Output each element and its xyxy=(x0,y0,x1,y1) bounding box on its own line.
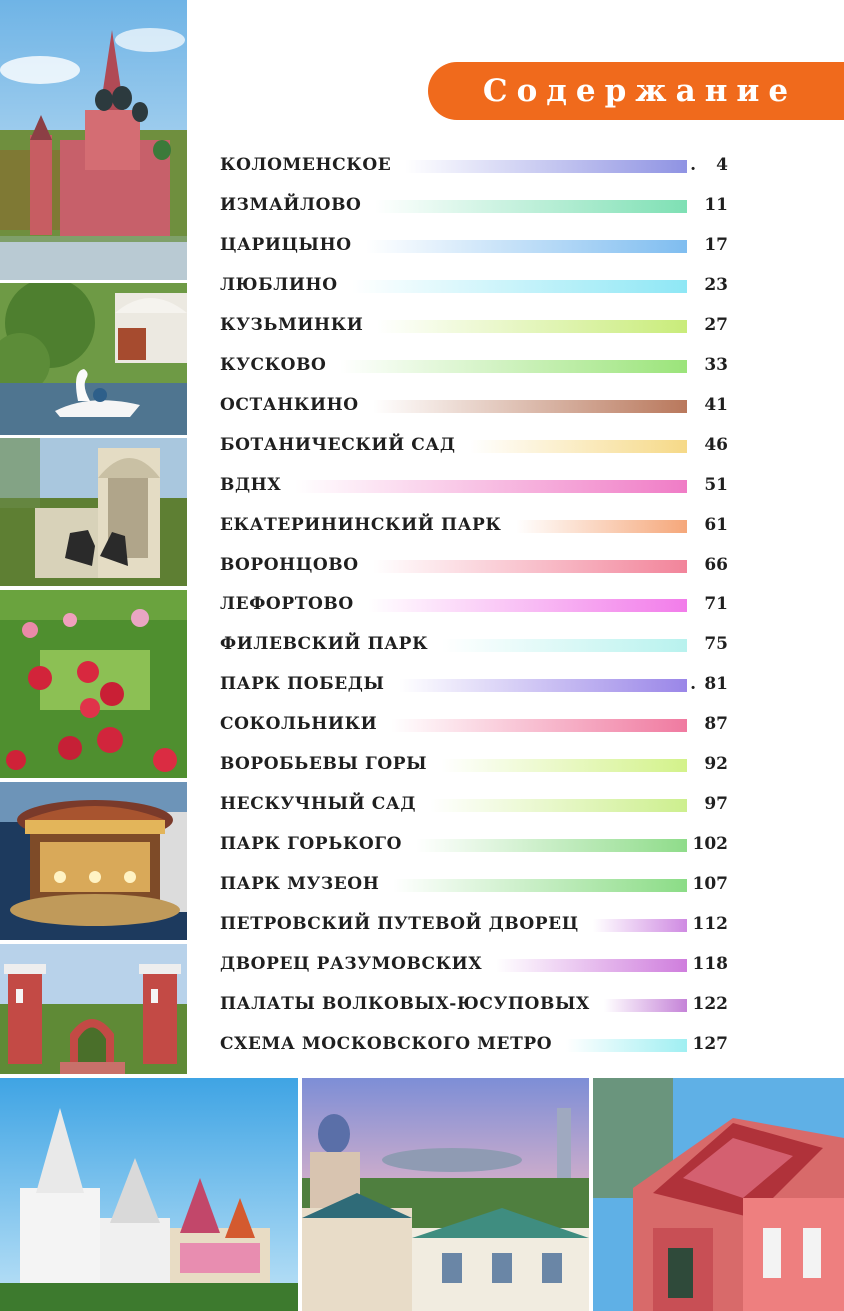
toc-leader-bar xyxy=(416,839,687,852)
toc-page-number: 11 xyxy=(704,194,728,215)
toc-leader-bar xyxy=(442,639,687,652)
toc-page-number: 66 xyxy=(704,554,728,575)
toc-page-number: 87 xyxy=(704,714,728,735)
toc-entry[interactable] xyxy=(220,346,740,386)
toc-entry[interactable] xyxy=(220,585,740,625)
toc-page-number: 71 xyxy=(704,594,728,615)
toc-entry[interactable] xyxy=(220,985,740,1025)
toc-entry-title: КОЛОМЕНСКОЕ xyxy=(220,155,392,175)
toc-entry[interactable] xyxy=(220,546,740,586)
toc-leader-bar xyxy=(430,799,687,812)
toc-entry-title: ЛЕФОРТОВО xyxy=(220,594,354,615)
toc-leader-bar xyxy=(340,360,687,373)
photo-rose-garden xyxy=(0,590,187,778)
photo-izmailovo-kremlin xyxy=(0,1078,298,1311)
toc-page-number: 4 xyxy=(716,155,728,175)
toc-leader-bar xyxy=(496,959,687,972)
toc-page-number: 107 xyxy=(692,874,728,895)
toc-leader-bar xyxy=(399,679,687,692)
toc-entry-title: СХЕМА МОСКОВСКОГО МЕТРО xyxy=(220,1033,553,1054)
toc-entry[interactable] xyxy=(220,306,740,346)
photo-vorontsovo-towers xyxy=(0,944,187,1074)
toc-entry-title: ПЕТРОВСКИЙ ПУТЕВОЙ ДВОРЕЦ xyxy=(220,914,579,935)
title-banner xyxy=(428,62,844,120)
toc-page-number: 41 xyxy=(704,394,728,415)
toc-page-number: 127 xyxy=(692,1033,728,1054)
toc-leader-bar xyxy=(377,320,687,333)
toc-page-number: 27 xyxy=(704,314,728,335)
toc-leader-bar xyxy=(391,719,687,732)
toc-leader-dot: . xyxy=(690,155,696,175)
toc-entry[interactable] xyxy=(220,266,740,306)
toc-page-number: 23 xyxy=(704,274,728,295)
photo-carousel xyxy=(0,782,187,940)
toc-entry-title: ПАРК ГОРЬКОГО xyxy=(220,834,403,855)
toc-leader-bar xyxy=(441,759,687,772)
toc-leader-bar xyxy=(566,1039,687,1052)
toc-page-number: 17 xyxy=(704,234,728,255)
toc-entry[interactable] xyxy=(220,466,740,506)
toc-leader-bar xyxy=(470,440,687,453)
toc-leader-bar xyxy=(604,999,687,1012)
toc-entry[interactable] xyxy=(220,625,740,665)
toc-entry[interactable] xyxy=(220,186,740,226)
toc-leader-bar xyxy=(368,599,687,612)
toc-page-number: 33 xyxy=(704,354,728,375)
toc-page-number: 61 xyxy=(704,514,728,535)
toc-entry-title: ВОРОБЬЕВЫ ГОРЫ xyxy=(220,754,428,775)
photo-red-chambers xyxy=(593,1078,844,1311)
toc-page-number: 46 xyxy=(704,434,728,455)
photo-swan-boat xyxy=(0,283,187,435)
toc-entry-title: ПАРК МУЗЕОН xyxy=(220,874,380,895)
toc-entry-title: ПАРК ПОБЕДЫ xyxy=(220,674,385,695)
toc-entry-title: ДВОРЕЦ РАЗУМОВСКИХ xyxy=(220,954,483,974)
toc-entry-title: ЕКАТЕРИНИНСКИЙ ПАРК xyxy=(220,514,502,535)
toc-entry-title: НЕСКУЧНЫЙ САД xyxy=(220,794,417,815)
toc-entry-title: ЦАРИЦЫНО xyxy=(220,234,352,255)
toc-entry-title: ЛЮБЛИНО xyxy=(220,274,338,295)
toc-entry-title: ВДНХ xyxy=(220,474,282,495)
toc-page-number: 102 xyxy=(692,834,728,855)
photo-luzhniki-view xyxy=(302,1078,589,1311)
toc-leader-bar xyxy=(516,520,687,533)
toc-page-number: 122 xyxy=(692,993,728,1014)
toc-entry[interactable] xyxy=(220,705,740,745)
toc-entry[interactable] xyxy=(220,865,740,905)
toc-leader-bar xyxy=(373,400,687,413)
toc-leader-bar xyxy=(393,879,687,892)
toc-entry[interactable] xyxy=(220,506,740,546)
toc-entry-title: ОСТАНКИНО xyxy=(220,394,359,415)
toc-entry[interactable] xyxy=(220,905,740,945)
toc-leader-bar xyxy=(375,200,687,213)
toc-entry-title: СОКОЛЬНИКИ xyxy=(220,714,378,735)
toc-entry-title: ВОРОНЦОВО xyxy=(220,554,359,575)
toc-page-number: 75 xyxy=(704,634,728,655)
toc-entry[interactable] xyxy=(220,745,740,785)
toc-entry[interactable] xyxy=(220,1025,740,1065)
toc-entry[interactable] xyxy=(220,146,740,186)
toc-leader-bar xyxy=(352,280,687,293)
toc-entry-title: ПАЛАТЫ ВОЛКОВЫХ-ЮСУПОВЫХ xyxy=(220,993,590,1014)
toc-page-number: 97 xyxy=(704,794,728,815)
toc-entry-title: ФИЛЕВСКИЙ ПАРК xyxy=(220,634,429,655)
toc-page-number: 92 xyxy=(704,754,728,775)
toc-leader-bar xyxy=(593,919,687,932)
toc-entry[interactable] xyxy=(220,426,740,466)
toc-entry[interactable] xyxy=(220,226,740,266)
toc-entry-title: ИЗМАЙЛОВО xyxy=(220,194,362,215)
toc-leader-bar xyxy=(373,560,687,573)
toc-leader-bar xyxy=(295,480,687,493)
toc-leader-bar xyxy=(405,160,687,173)
toc-page-number: 51 xyxy=(704,474,728,495)
toc-entry[interactable] xyxy=(220,665,740,705)
toc-page-number: 112 xyxy=(692,914,728,935)
toc-entry-title: БОТАНИЧЕСКИЙ САД xyxy=(220,434,456,455)
toc-page-number: 118 xyxy=(692,954,728,974)
toc-entry-title: КУСКОВО xyxy=(220,354,327,375)
toc-entry[interactable] xyxy=(220,785,740,825)
toc-page-number: 81 xyxy=(704,674,728,695)
toc-entry[interactable] xyxy=(220,945,740,985)
page-title: Содержание xyxy=(482,73,798,109)
toc-entry-title: КУЗЬМИНКИ xyxy=(220,314,364,335)
toc-entry[interactable] xyxy=(220,386,740,426)
toc-leader-dot: . xyxy=(690,674,696,695)
toc-entry[interactable] xyxy=(220,825,740,865)
photo-pavilion-horses xyxy=(0,438,187,586)
toc-leader-bar xyxy=(366,240,687,253)
photo-kolomenskoe-church xyxy=(0,0,187,280)
